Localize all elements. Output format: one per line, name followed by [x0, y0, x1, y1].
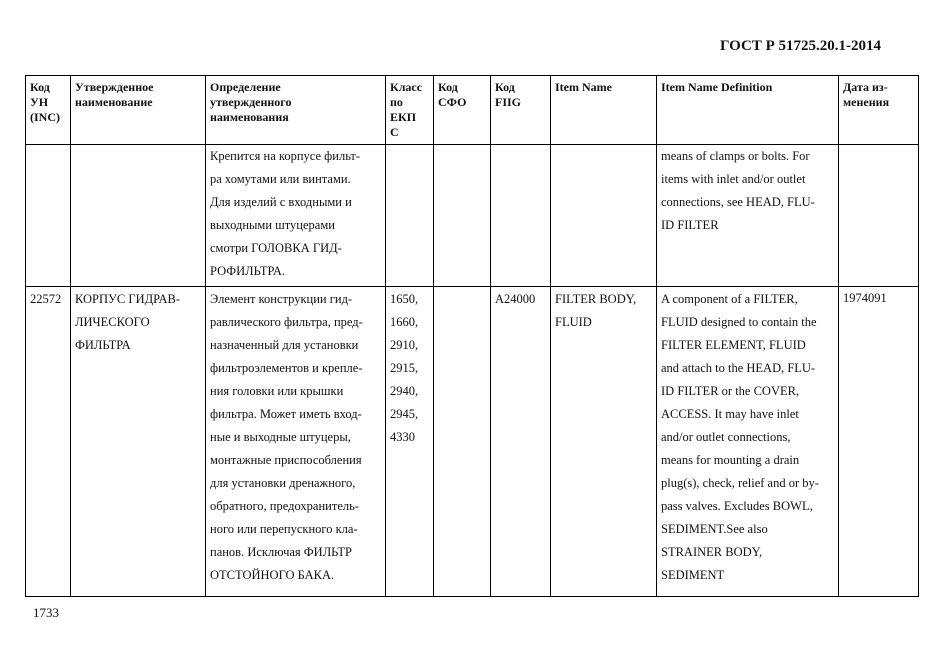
cell-approved-name [71, 145, 206, 287]
text-line: панов. Исключая ФИЛЬТР [210, 545, 352, 559]
cell-inc [26, 145, 71, 287]
text-line: FILTER ELEMENT, FLUID [661, 338, 806, 352]
cell-sfo [434, 145, 491, 287]
col-header-change-date [839, 76, 919, 145]
text-line: ра хомутами или винтами. [210, 172, 351, 186]
text-line: 2910, [390, 338, 419, 352]
text-line: connections, see HEAD, FLU- [661, 195, 815, 209]
text-line: менения [843, 95, 890, 109]
text-line: Код [30, 80, 50, 94]
text-line: Крепится на корпусе фильт- [210, 149, 361, 163]
text-line: фильтроэлементов и крепле- [210, 361, 363, 375]
text-line: 1660, [390, 315, 419, 329]
text-line: (INC) [30, 110, 60, 124]
text-line: items with inlet and/or outlet [661, 172, 806, 186]
text-line: SEDIMENT.See also [661, 522, 768, 536]
col-header-class [386, 76, 434, 145]
page-number: 1733 [33, 605, 59, 620]
text-line: plug(s), check, relief and or by- [661, 476, 819, 490]
text-line: КОРПУС ГИДРАВ- [75, 292, 181, 306]
text-line: Утвержденное [75, 80, 154, 94]
text-line: pass valves. Excludes BOWL, [661, 499, 813, 513]
text-line: Дата из- [843, 80, 888, 94]
table-row [26, 145, 919, 287]
cell-change-date [839, 145, 919, 287]
text-line: выходными штуцерами [210, 218, 335, 232]
cell-definition [206, 145, 386, 287]
text-line: Класс [390, 80, 423, 94]
text-line: 2945, [390, 407, 419, 421]
text-line: ID FILTER [661, 218, 719, 232]
col-header-fiig [491, 76, 551, 145]
text-line: РОФИЛЬТРА. [210, 264, 286, 278]
cell-approved-name [71, 287, 206, 597]
nomenclature-table [25, 75, 919, 597]
text-line: and/or outlet connections, [661, 430, 791, 444]
text-line: STRAINER BODY, [661, 545, 763, 559]
text-line: наименование [75, 95, 153, 109]
text-line: равлического фильтра, пред- [210, 315, 363, 329]
text-line: FLUID designed to contain the [661, 315, 817, 329]
text-line: наименования [210, 110, 289, 124]
text-line: ные и выходные штуцеры, [210, 430, 351, 444]
cell-sfo [434, 287, 491, 597]
table-row [26, 287, 919, 597]
text-line: ACCESS. It may have inlet [661, 407, 799, 421]
text-line: SEDIMENT [661, 568, 725, 582]
text-line: 2915, [390, 361, 419, 375]
col-header-inc [26, 76, 71, 145]
text-line: Item Name Definition [661, 80, 773, 94]
text-line: СФО [438, 95, 467, 109]
text-line: 2940, [390, 384, 419, 398]
text-line: УН [30, 95, 49, 109]
cell-class [386, 145, 434, 287]
text-line: ЕКП [390, 110, 417, 124]
text-line: Код [495, 80, 515, 94]
cell-item-name-definition [657, 145, 839, 287]
text-line: 4330 [390, 430, 415, 444]
text-line: ID FILTER or the COVER, [661, 384, 800, 398]
text-line: утвержденного [210, 95, 292, 109]
text-line: фильтра. Может иметь вход- [210, 407, 362, 421]
text-line: по [390, 95, 403, 109]
col-header-item-name-definition [657, 76, 839, 145]
text-line: 1650, [390, 292, 419, 306]
text-line: Определение [210, 80, 281, 94]
text-line: С [390, 125, 399, 139]
text-line: FLUID [555, 315, 592, 329]
text-line: FILTER BODY, [555, 292, 637, 306]
cell-definition [206, 287, 386, 597]
text-line: ЛИЧЕСКОГО [75, 315, 150, 329]
document-code: ГОСТ Р 51725.20.1-2014 [720, 38, 882, 54]
text-line: обратного, предохранитель- [210, 499, 359, 513]
col-header-approved-name [71, 76, 206, 145]
cell-fiig: A24000 [491, 287, 551, 597]
col-header-item-name [551, 76, 657, 145]
cell-item-name [551, 145, 657, 287]
text-line: and attach to the HEAD, FLU- [661, 361, 816, 375]
col-header-definition [206, 76, 386, 145]
cell-fiig [491, 145, 551, 287]
table-header-row [26, 76, 919, 145]
cell-item-name-definition [657, 287, 839, 597]
text-line: для установки дренажного, [210, 476, 356, 490]
text-line: Для изделий с входными и [210, 195, 352, 209]
text-line: ния головки или крышки [210, 384, 344, 398]
cell-item-name [551, 287, 657, 597]
text-line: Код [438, 80, 458, 94]
text-line: смотри ГОЛОВКА ГИД- [210, 241, 342, 255]
text-line: ФИЛЬТРА [75, 338, 131, 352]
text-line: монтажные приспособления [210, 453, 362, 467]
text-line: назначенный для установки [210, 338, 359, 352]
cell-class [386, 287, 434, 597]
text-line: ного или перепускного кла- [210, 522, 358, 536]
text-line: Элемент конструкции гид- [210, 292, 353, 306]
text-line: ОТСТОЙНОГО БАКА. [210, 568, 335, 582]
text-line: means for mounting a drain [661, 453, 800, 467]
cell-inc: 22572 [26, 287, 71, 597]
text-line: A component of a FILTER, [661, 292, 798, 306]
text-line: means of clamps or bolts. For [661, 149, 810, 163]
col-header-sfo [434, 76, 491, 145]
text-line: FIIG [495, 95, 522, 109]
text-line: Item Name [555, 80, 612, 94]
cell-change-date: 1974091 [839, 287, 919, 597]
